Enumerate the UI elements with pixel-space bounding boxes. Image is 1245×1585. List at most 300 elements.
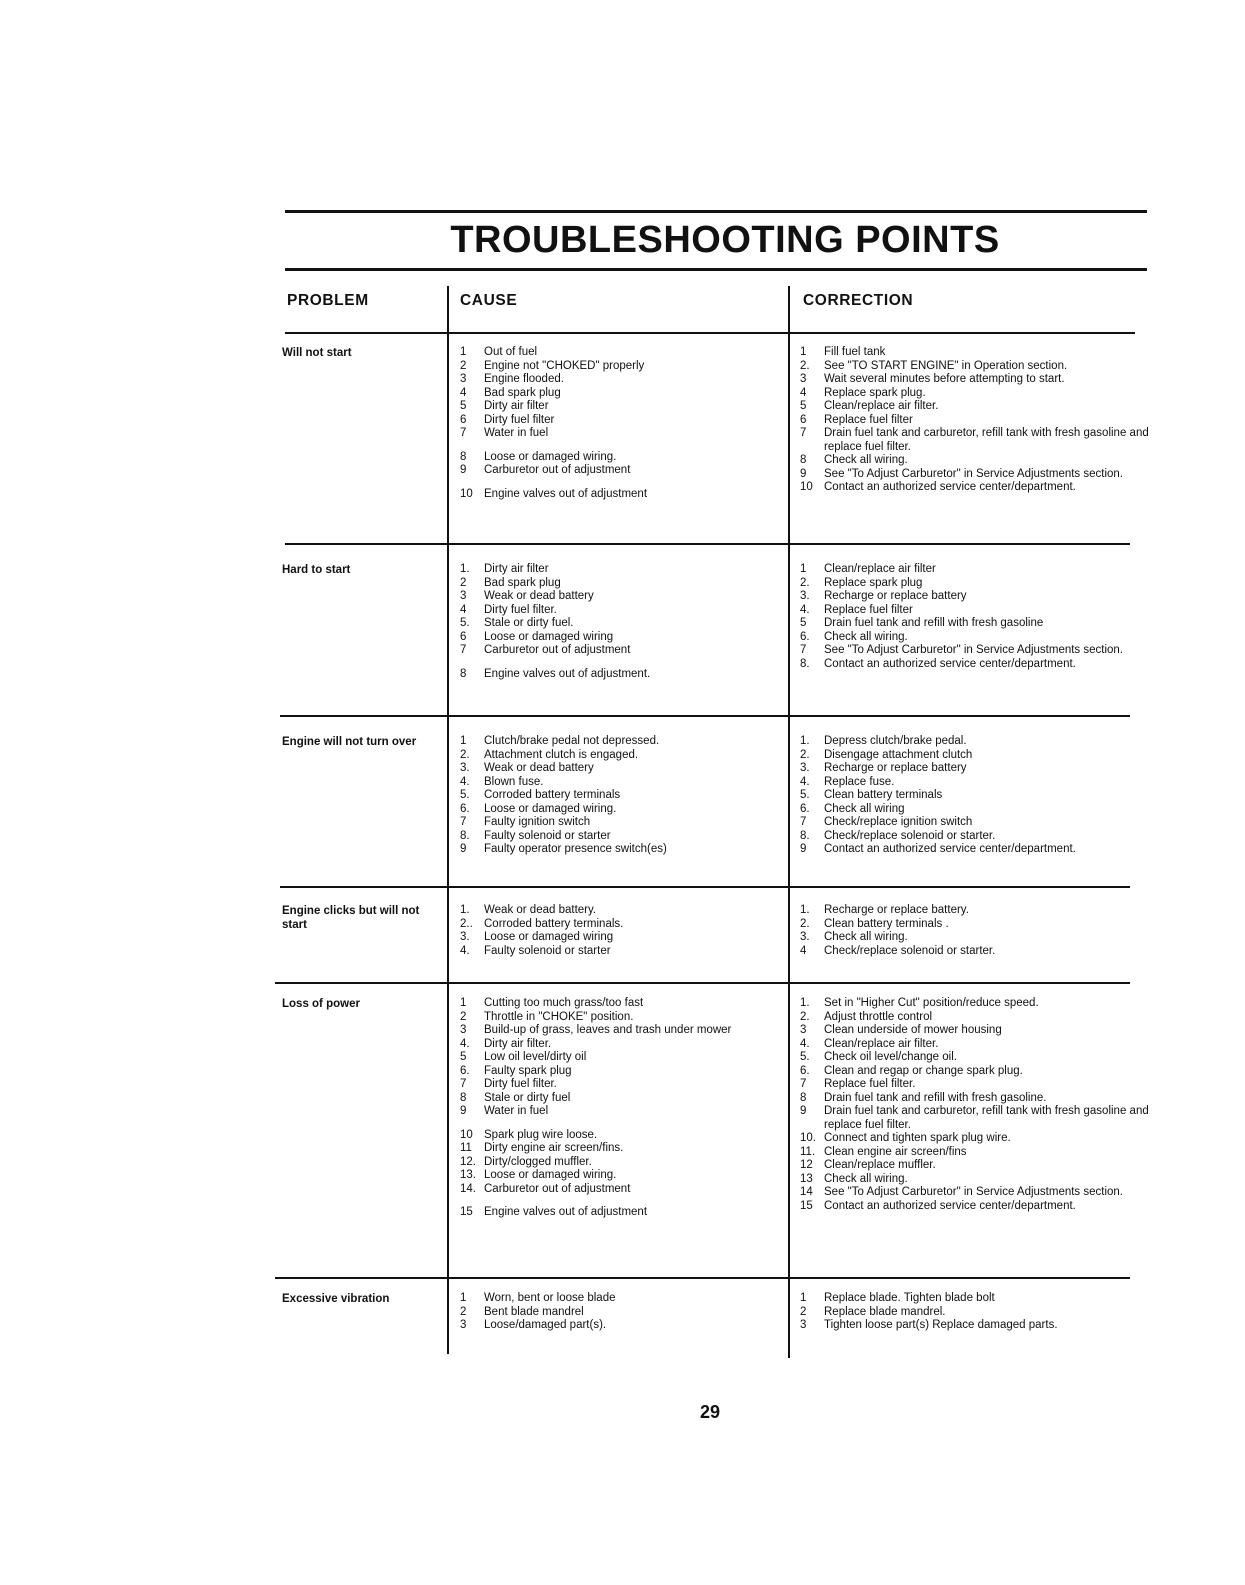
correction-number: 5	[800, 400, 807, 412]
correction-number: 8	[800, 454, 807, 466]
cause-text: Dirty air filter	[484, 563, 549, 575]
problem-label: Excessive vibration	[282, 1293, 390, 1305]
cause-item	[460, 931, 790, 945]
cause-number: 3	[460, 590, 467, 602]
correction-item	[800, 789, 1160, 803]
correction-text: Check/replace solenoid or starter.	[824, 944, 996, 957]
cause-number: 5	[460, 1051, 467, 1063]
header-rule	[285, 332, 1135, 334]
cause-number: 11	[460, 1142, 472, 1154]
section-rule	[275, 1277, 1130, 1279]
correction-number: 3	[800, 373, 807, 385]
correction-text: Check oil level/change oil.	[824, 1051, 957, 1063]
correction-item	[800, 830, 1160, 844]
correction-text: Check/replace ignition switch	[824, 816, 973, 828]
cause-text: Water in fuel	[484, 1105, 549, 1117]
cause-item	[460, 451, 790, 465]
cause-number: 6.	[460, 1064, 470, 1077]
cause-item	[460, 1306, 790, 1320]
header-problem: PROBLEM	[287, 292, 369, 309]
cause-text: Faulty solenoid or starter	[484, 944, 611, 957]
correction-number: 1.	[800, 997, 810, 1009]
correction-text: Wait several minutes before attempting to start.	[824, 373, 1065, 385]
cause-number: 7	[460, 1078, 467, 1090]
cause-text: Dirty engine air screen/fins.	[484, 1142, 624, 1154]
cause-number: 15	[460, 1206, 473, 1218]
section-rule	[280, 886, 1130, 888]
cause-text: Carburetor out of adjustment	[484, 464, 631, 476]
cause-item	[460, 1292, 790, 1306]
cause-item	[460, 904, 790, 918]
correction-text: Clean engine air screen/fins	[824, 1145, 967, 1158]
correction-number: 4	[800, 386, 807, 399]
correction-number: 15	[800, 1199, 813, 1212]
cause-item	[460, 843, 790, 857]
correction-item	[800, 1319, 1160, 1333]
cause-item	[460, 427, 790, 441]
cause-number: 8	[460, 667, 467, 680]
cause-number: 2	[460, 576, 467, 589]
cause-item	[460, 1024, 790, 1038]
cause-item	[460, 604, 790, 618]
cause-number: 7	[460, 816, 467, 828]
cause-item	[460, 1129, 790, 1143]
correction-text: Clean underside of mower housing	[824, 1024, 1002, 1036]
cause-number: 3	[460, 1024, 467, 1036]
correction-text: Depress clutch/brake pedal.	[824, 735, 967, 747]
correction-text: Recharge or replace battery.	[824, 904, 969, 916]
correction-text: Replace fuel filter.	[824, 1078, 916, 1090]
cause-item	[460, 1319, 790, 1333]
section-rule	[285, 543, 1130, 545]
cause-list	[460, 997, 790, 1220]
cause-text: Loose/damaged part(s).	[484, 1319, 607, 1331]
cause-text: Loose or damaged wiring	[484, 931, 614, 943]
cause-item	[460, 631, 790, 645]
cause-item	[460, 803, 790, 817]
correction-item	[800, 631, 1160, 645]
cause-number: 5.	[460, 617, 470, 629]
correction-number: 6.	[800, 802, 810, 815]
cause-text: Engine not "CHOKED" properly	[484, 359, 645, 372]
cause-text: Loose or damaged wiring	[484, 630, 614, 643]
correction-item	[800, 1038, 1160, 1052]
correction-text: Clean/replace air filter.	[824, 400, 939, 412]
cause-text: Weak or dead battery	[484, 590, 594, 602]
cause-item	[460, 387, 790, 401]
cause-item	[460, 1183, 790, 1197]
cause-number: 2.	[460, 748, 470, 761]
correction-text: Clean and regap or change spark plug.	[824, 1064, 1023, 1077]
correction-number: 10	[800, 481, 813, 493]
cause-number: 6.	[460, 802, 470, 815]
correction-number: 7	[800, 644, 807, 656]
correction-number: 2.	[800, 917, 810, 930]
correction-number: 9	[800, 843, 807, 855]
correction-number: 8	[800, 1091, 807, 1104]
correction-item	[800, 644, 1160, 658]
cause-number: 4.	[460, 944, 470, 957]
cause-list	[460, 904, 790, 958]
cause-text: Throttle in "CHOKE" position.	[484, 1010, 634, 1023]
header-correction: CORRECTION	[803, 292, 914, 309]
cause-text: Stale or dirty fuel	[484, 1091, 571, 1104]
correction-text: See "To Adjust Carburetor" in Service Adjustments section.	[824, 1186, 1124, 1198]
cause-item	[460, 400, 790, 414]
cause-item	[460, 590, 790, 604]
correction-text: Drain fuel tank and refill with fresh gasoline	[824, 617, 1044, 629]
cause-item	[460, 577, 790, 591]
correction-text: Tighten loose part(s) Replace damaged parts.	[824, 1319, 1058, 1331]
cause-number: 10	[460, 487, 473, 500]
cause-item	[460, 644, 790, 658]
correction-item	[800, 1146, 1160, 1160]
cause-text: Worn, bent or loose blade	[484, 1292, 616, 1304]
cause-item	[460, 735, 790, 749]
cause-list	[460, 346, 790, 501]
cause-number: 13.	[460, 1169, 476, 1181]
correction-number: 5	[800, 617, 807, 629]
cause-number: 1	[460, 997, 467, 1009]
cause-text: Water in fuel	[484, 427, 549, 439]
cause-number: 10	[460, 1128, 473, 1141]
correction-item	[800, 1200, 1160, 1214]
correction-number: 9	[800, 467, 807, 480]
correction-item	[800, 1159, 1160, 1173]
cause-number: 2..	[460, 917, 473, 930]
correction-text: Adjust throttle control	[824, 1010, 933, 1023]
correction-number: 7	[800, 427, 807, 439]
correction-text: Recharge or replace battery	[824, 590, 967, 602]
correction-item	[800, 427, 1160, 454]
correction-text: Clean/replace air filter.	[824, 1037, 939, 1050]
correction-text: Replace blade. Tighten blade bolt	[824, 1292, 995, 1304]
cause-number: 1	[460, 735, 467, 747]
correction-text: Clean/replace muffler.	[824, 1159, 936, 1171]
cause-number: 1.	[460, 563, 470, 575]
cause-text: Bad spark plug	[484, 576, 561, 589]
correction-item	[800, 918, 1160, 932]
cause-text: Faulty spark plug	[484, 1064, 572, 1077]
correction-number: 13	[800, 1172, 813, 1185]
cause-number: 9	[460, 1105, 467, 1117]
cause-number: 1	[460, 346, 467, 358]
correction-number: 4	[800, 944, 807, 957]
correction-number: 4.	[800, 775, 810, 788]
cause-item	[460, 830, 790, 844]
cause-item	[460, 997, 790, 1011]
correction-list	[800, 346, 1160, 495]
correction-list	[800, 997, 1160, 1213]
cause-text: Clutch/brake pedal not depressed.	[484, 735, 660, 747]
cause-text: Bad spark plug	[484, 386, 561, 399]
correction-item	[800, 1051, 1160, 1065]
cause-number: 6	[460, 630, 467, 643]
problem-label: Loss of power	[282, 998, 360, 1010]
cause-text: Loose or damaged wiring.	[484, 1169, 617, 1181]
cause-text: Dirty fuel filter.	[484, 1078, 557, 1090]
cause-text: Engine valves out of adjustment.	[484, 667, 651, 680]
correction-text: Clean battery terminals .	[824, 917, 949, 930]
correction-item	[800, 1011, 1160, 1025]
cause-text: Dirty fuel filter	[484, 413, 555, 426]
cause-text: Dirty fuel filter.	[484, 603, 557, 616]
cause-item	[460, 789, 790, 803]
correction-item	[800, 816, 1160, 830]
correction-item	[800, 1292, 1160, 1306]
page-number: 29	[699, 1402, 721, 1422]
correction-item	[800, 904, 1160, 918]
correction-text: See "To Adjust Carburetor" in Service Adjustments section.	[824, 644, 1124, 656]
correction-text: Replace blade mandrel.	[824, 1305, 946, 1318]
correction-item	[800, 776, 1160, 790]
correction-text: Fill fuel tank	[824, 346, 886, 358]
correction-item	[800, 563, 1160, 577]
correction-item	[800, 1306, 1160, 1320]
correction-number: 8.	[800, 657, 810, 670]
cause-item	[460, 918, 790, 932]
cause-number: 3	[460, 373, 467, 385]
correction-number: 14	[800, 1186, 813, 1198]
cause-number: 5	[460, 400, 467, 412]
cause-text: Build-up of grass, leaves and trash under mower	[484, 1024, 732, 1036]
cause-number: 4	[460, 603, 467, 616]
correction-item	[800, 843, 1160, 857]
cause-item	[460, 1011, 790, 1025]
cause-item	[460, 776, 790, 790]
cause-text: Spark plug wire loose.	[484, 1128, 598, 1141]
cause-text: Engine valves out of adjustment	[484, 487, 648, 500]
correction-text: Replace spark plug.	[824, 386, 926, 399]
cause-item	[460, 1038, 790, 1052]
cause-item	[460, 668, 790, 682]
correction-text: Check all wiring.	[824, 931, 908, 943]
correction-list	[800, 1292, 1160, 1333]
cause-number: 8.	[460, 829, 470, 842]
cause-number: 14.	[460, 1182, 476, 1195]
correction-number: 7	[800, 1078, 807, 1090]
cause-item	[460, 1105, 790, 1119]
cause-item	[460, 414, 790, 428]
cause-number: 3.	[460, 762, 470, 774]
cause-text: Faulty solenoid or starter	[484, 829, 611, 842]
correction-item	[800, 931, 1160, 945]
cause-number: 12.	[460, 1155, 476, 1168]
correction-list	[800, 904, 1160, 958]
correction-text: Check all wiring	[824, 802, 905, 815]
correction-text: Replace fuel filter	[824, 413, 913, 426]
correction-number: 2.	[800, 359, 810, 372]
cause-number: 4.	[460, 1037, 470, 1050]
cause-text: Stale or dirty fuel.	[484, 617, 574, 629]
cause-text: Carburetor out of adjustment	[484, 644, 631, 656]
cause-text: Faulty operator presence switch(es)	[484, 843, 667, 855]
correction-item	[800, 360, 1160, 374]
cause-item	[460, 816, 790, 830]
correction-item	[800, 1065, 1160, 1079]
correction-item	[800, 803, 1160, 817]
cause-text: Dirty air filter	[484, 400, 549, 412]
correction-text: Clean battery terminals	[824, 789, 943, 801]
correction-item	[800, 346, 1160, 360]
cause-number: 3.	[460, 931, 470, 943]
cause-item	[460, 464, 790, 478]
correction-number: 12	[800, 1159, 813, 1171]
cause-number: 2	[460, 359, 467, 372]
correction-item	[800, 1173, 1160, 1187]
correction-text: See "To Adjust Carburetor" in Service Adjustments section.	[824, 467, 1124, 480]
cause-item	[460, 617, 790, 631]
problem-label: Engine will not turn over	[282, 736, 417, 748]
cause-text: Low oil level/dirty oil	[484, 1051, 587, 1063]
correction-number: 2	[800, 1305, 807, 1318]
cause-text: Weak or dead battery.	[484, 904, 597, 916]
cause-item	[460, 563, 790, 577]
correction-item	[800, 1132, 1160, 1146]
correction-number: 6.	[800, 1064, 810, 1077]
cause-column-divider	[447, 286, 449, 1354]
cause-number: 7	[460, 427, 467, 439]
cause-number: 4	[460, 386, 467, 399]
cause-text: Out of fuel	[484, 346, 538, 358]
correction-number: 8.	[800, 829, 810, 842]
cause-text: Engine valves out of adjustment	[484, 1206, 648, 1218]
correction-list	[800, 563, 1160, 671]
cause-number: 4.	[460, 775, 470, 788]
cause-text: Attachment clutch is engaged.	[484, 748, 639, 761]
cause-number: 1	[460, 1292, 467, 1304]
cause-item	[460, 1065, 790, 1079]
correction-text: Contact an authorized service center/department.	[824, 843, 1076, 855]
cause-number: 9	[460, 843, 467, 855]
cause-item	[460, 1206, 790, 1220]
cause-text: Carburetor out of adjustment	[484, 1182, 631, 1195]
correction-number: 4.	[800, 603, 810, 616]
correction-item	[800, 1092, 1160, 1106]
cause-item	[460, 1156, 790, 1170]
correction-text: Check all wiring.	[824, 630, 908, 643]
correction-item	[800, 590, 1160, 604]
correction-number: 1	[800, 563, 807, 575]
cause-text: Cutting too much grass/too fast	[484, 997, 644, 1009]
cause-text: Bent blade mandrel	[484, 1305, 584, 1318]
correction-number: 2.	[800, 1010, 810, 1023]
correction-text: Drain fuel tank and refill with fresh gasoline.	[824, 1091, 1047, 1104]
cause-item	[460, 488, 790, 502]
correction-item	[800, 1105, 1160, 1132]
cause-list	[460, 1292, 790, 1333]
cause-number: 9	[460, 464, 467, 476]
correction-item	[800, 1078, 1160, 1092]
correction-number: 3	[800, 1024, 807, 1036]
cause-text: Loose or damaged wiring.	[484, 802, 617, 815]
correction-number: 10.	[800, 1132, 816, 1144]
cause-number: 5.	[460, 789, 470, 801]
correction-number: 5.	[800, 1051, 810, 1063]
correction-number: 11.	[800, 1145, 816, 1158]
correction-text: Drain fuel tank and carburetor, refill tank with fresh gasoline and replace fuel filter.	[824, 427, 1149, 453]
correction-text: Recharge or replace battery	[824, 762, 967, 774]
correction-item	[800, 735, 1160, 749]
cause-text: Loose or damaged wiring.	[484, 450, 617, 463]
header-cause: CAUSE	[460, 292, 518, 309]
correction-text: Check all wiring.	[824, 1172, 908, 1185]
correction-item	[800, 577, 1160, 591]
correction-item	[800, 400, 1160, 414]
correction-item	[800, 749, 1160, 763]
problem-label: Engine clicks but will not start	[282, 905, 420, 931]
correction-number: 1.	[800, 904, 810, 916]
correction-text: Replace fuse.	[824, 775, 895, 788]
cause-item	[460, 360, 790, 374]
correction-number: 3.	[800, 931, 810, 943]
correction-item	[800, 604, 1160, 618]
cause-item	[460, 1078, 790, 1092]
correction-item	[800, 387, 1160, 401]
cause-item	[460, 1169, 790, 1183]
correction-item	[800, 373, 1160, 387]
cause-number: 2	[460, 1010, 467, 1023]
cause-text: Corroded battery terminals	[484, 789, 621, 801]
section-rule	[275, 982, 1130, 984]
correction-number: 6	[800, 413, 807, 426]
correction-item	[800, 997, 1160, 1011]
cause-number: 3	[460, 1319, 467, 1331]
correction-item	[800, 617, 1160, 631]
cause-text: Engine flooded.	[484, 373, 564, 385]
cause-number: 6	[460, 413, 467, 426]
correction-text: Replace spark plug	[824, 576, 923, 589]
correction-number: 2.	[800, 576, 810, 589]
correction-number: 1	[800, 346, 807, 358]
cause-item	[460, 1092, 790, 1106]
correction-text: Connect and tighten spark plug wire.	[824, 1132, 1011, 1144]
cause-item	[460, 762, 790, 776]
correction-item	[800, 1024, 1160, 1038]
correction-number: 3.	[800, 590, 810, 602]
correction-text: Check all wiring.	[824, 454, 908, 466]
correction-item	[800, 658, 1160, 672]
correction-item	[800, 481, 1160, 495]
cause-list	[460, 563, 790, 681]
correction-text: Drain fuel tank and carburetor, refill tank with fresh gasoline and replace fuel filter.	[824, 1105, 1149, 1131]
correction-number: 2.	[800, 748, 810, 761]
correction-item	[800, 1186, 1160, 1200]
correction-item	[800, 454, 1160, 468]
correction-text: Clean/replace air filter	[824, 563, 936, 575]
correction-number: 1	[800, 1292, 807, 1304]
top-rule	[285, 210, 1147, 213]
correction-text: Contact an authorized service center/department.	[824, 657, 1076, 670]
cause-item	[460, 1051, 790, 1065]
correction-text: Replace fuel filter	[824, 603, 913, 616]
correction-item	[800, 762, 1160, 776]
correction-text: Disengage attachment clutch	[824, 748, 973, 761]
cause-number: 1.	[460, 904, 470, 916]
page-title: TROUBLESHOOTING POINTS	[450, 219, 1000, 261]
correction-text: Contact an authorized service center/department.	[824, 1199, 1076, 1212]
cause-item	[460, 945, 790, 959]
cause-number: 8	[460, 1091, 467, 1104]
cause-number: 7	[460, 644, 467, 656]
title-underline	[285, 268, 1147, 271]
correction-text: See "TO START ENGINE" in Operation section.	[824, 359, 1068, 372]
correction-number: 9	[800, 1105, 807, 1117]
cause-text: Blown fuse.	[484, 775, 544, 788]
correction-text: Check/replace solenoid or starter.	[824, 829, 996, 842]
correction-text: Set in "Higher Cut" position/reduce speed.	[824, 997, 1039, 1009]
problem-label: Will not start	[282, 347, 352, 359]
